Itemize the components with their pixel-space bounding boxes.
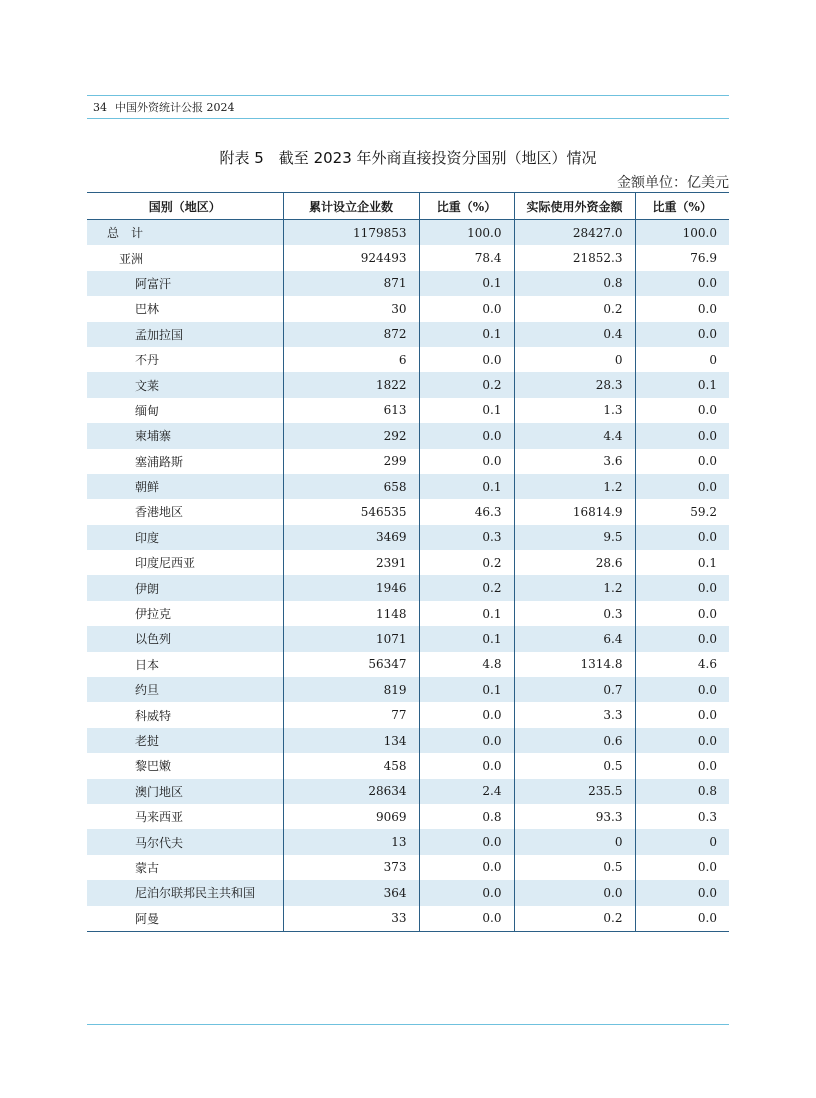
cell-enterprises: 134 (283, 728, 419, 753)
publication-title: 中国外资统计公报 2024 (115, 101, 235, 114)
cell-country-name: 柬埔寨 (87, 423, 283, 448)
cell-amount: 1.3 (514, 398, 635, 423)
table-row (87, 271, 729, 296)
table-row (87, 322, 729, 347)
cell-share-amount: 0.0 (635, 449, 729, 474)
cell-share-enterprises: 0.3 (419, 525, 514, 550)
cell-share-amount: 0.0 (635, 626, 729, 651)
column-header-share-enterprises: 比重（%） (419, 193, 514, 220)
table-row (87, 779, 729, 804)
cell-amount: 0 (514, 829, 635, 854)
cell-country-name: 孟加拉国 (87, 322, 283, 347)
cell-amount: 16814.9 (514, 499, 635, 524)
cell-share-amount: 0.0 (635, 601, 729, 626)
cell-enterprises: 292 (283, 423, 419, 448)
running-header (93, 99, 243, 115)
cell-share-enterprises: 0.0 (419, 906, 514, 932)
header-top-rule (87, 95, 729, 96)
cell-share-amount: 0.8 (635, 779, 729, 804)
cell-enterprises: 2391 (283, 550, 419, 575)
table-row (87, 855, 729, 880)
cell-enterprises: 613 (283, 398, 419, 423)
cell-share-enterprises: 78.4 (419, 245, 514, 270)
cell-enterprises: 458 (283, 753, 419, 778)
cell-share-amount: 0.0 (635, 474, 729, 499)
column-header-country: 国别（地区） (87, 193, 283, 220)
cell-amount: 28.6 (514, 550, 635, 575)
cell-share-amount: 0.0 (635, 398, 729, 423)
cell-enterprises: 364 (283, 880, 419, 905)
cell-country-name: 朝鲜 (87, 474, 283, 499)
cell-share-amount: 4.6 (635, 652, 729, 677)
cell-share-enterprises: 0.1 (419, 677, 514, 702)
cell-share-amount: 0.1 (635, 372, 729, 397)
table-row (87, 499, 729, 524)
cell-amount: 3.3 (514, 702, 635, 727)
cell-country-name: 总 计 (87, 220, 283, 246)
cell-share-enterprises: 0.0 (419, 702, 514, 727)
cell-share-enterprises: 0.0 (419, 423, 514, 448)
unit-note: 金额单位：亿美元 (617, 175, 729, 191)
table-row (87, 220, 729, 246)
cell-country-name: 香港地区 (87, 499, 283, 524)
cell-enterprises: 3469 (283, 525, 419, 550)
cell-enterprises: 1822 (283, 372, 419, 397)
cell-enterprises: 658 (283, 474, 419, 499)
cell-amount: 28.3 (514, 372, 635, 397)
table-body (87, 220, 729, 932)
cell-share-amount: 0.0 (635, 906, 729, 932)
cell-share-enterprises: 0.0 (419, 855, 514, 880)
cell-share-amount: 0.0 (635, 855, 729, 880)
cell-amount: 1.2 (514, 474, 635, 499)
cell-amount: 0.6 (514, 728, 635, 753)
cell-share-amount: 100.0 (635, 220, 729, 246)
footer-rule (87, 1024, 729, 1025)
cell-enterprises: 9069 (283, 804, 419, 829)
cell-country-name: 马尔代夫 (87, 829, 283, 854)
table-row (87, 652, 729, 677)
table-row (87, 449, 729, 474)
header-bottom-rule (87, 118, 729, 119)
cell-country-name: 缅甸 (87, 398, 283, 423)
cell-country-name: 塞浦路斯 (87, 449, 283, 474)
cell-enterprises: 1179853 (283, 220, 419, 246)
cell-country-name: 巴林 (87, 296, 283, 321)
cell-enterprises: 56347 (283, 652, 419, 677)
cell-share-enterprises: 0.0 (419, 296, 514, 321)
cell-amount: 93.3 (514, 804, 635, 829)
cell-enterprises: 1148 (283, 601, 419, 626)
cell-country-name: 以色列 (87, 626, 283, 651)
cell-share-enterprises: 100.0 (419, 220, 514, 246)
cell-enterprises: 28634 (283, 779, 419, 804)
cell-enterprises: 33 (283, 906, 419, 932)
table-row (87, 423, 729, 448)
cell-amount: 21852.3 (514, 245, 635, 270)
table-row (87, 601, 729, 626)
cell-share-enterprises: 0.1 (419, 271, 514, 296)
cell-country-name: 文莱 (87, 372, 283, 397)
cell-country-name: 伊拉克 (87, 601, 283, 626)
cell-enterprises: 546535 (283, 499, 419, 524)
cell-share-amount: 0.0 (635, 702, 729, 727)
table-row (87, 372, 729, 397)
table-row (87, 347, 729, 372)
cell-amount: 0.2 (514, 296, 635, 321)
cell-enterprises: 13 (283, 829, 419, 854)
cell-country-name: 阿曼 (87, 906, 283, 932)
cell-amount: 0.0 (514, 880, 635, 905)
cell-country-name: 约旦 (87, 677, 283, 702)
cell-country-name: 蒙古 (87, 855, 283, 880)
cell-share-enterprises: 4.8 (419, 652, 514, 677)
cell-share-enterprises: 0.0 (419, 449, 514, 474)
cell-country-name: 伊朗 (87, 575, 283, 600)
cell-amount: 0 (514, 347, 635, 372)
table-row (87, 880, 729, 905)
cell-enterprises: 819 (283, 677, 419, 702)
cell-enterprises: 299 (283, 449, 419, 474)
cell-enterprises: 373 (283, 855, 419, 880)
cell-country-name: 不丹 (87, 347, 283, 372)
cell-enterprises: 1071 (283, 626, 419, 651)
cell-share-enterprises: 0.2 (419, 550, 514, 575)
table-row (87, 296, 729, 321)
cell-country-name: 澳门地区 (87, 779, 283, 804)
table-row (87, 575, 729, 600)
table-row (87, 702, 729, 727)
cell-share-enterprises: 0.0 (419, 829, 514, 854)
table-row (87, 753, 729, 778)
cell-country-name: 亚洲 (87, 245, 283, 270)
column-header-share-amount: 比重（%） (635, 193, 729, 220)
cell-share-enterprises: 0.8 (419, 804, 514, 829)
cell-amount: 6.4 (514, 626, 635, 651)
cell-enterprises: 1946 (283, 575, 419, 600)
cell-share-amount: 0.0 (635, 296, 729, 321)
table-row (87, 906, 729, 932)
cell-enterprises: 30 (283, 296, 419, 321)
table-row (87, 829, 729, 854)
cell-amount: 9.5 (514, 525, 635, 550)
table-row (87, 677, 729, 702)
fdi-by-country-table (87, 192, 729, 932)
cell-country-name: 阿富汗 (87, 271, 283, 296)
cell-share-amount: 0.0 (635, 575, 729, 600)
cell-share-amount: 0.1 (635, 550, 729, 575)
table-title: 附表 5 截至 2023 年外商直接投资分国别（地区）情况 (219, 149, 597, 167)
cell-share-enterprises: 0.0 (419, 347, 514, 372)
cell-share-amount: 0.0 (635, 880, 729, 905)
page-number: 34 (93, 101, 107, 114)
cell-amount: 0.7 (514, 677, 635, 702)
cell-share-enterprises: 0.1 (419, 474, 514, 499)
table-row (87, 550, 729, 575)
cell-amount: 0.3 (514, 601, 635, 626)
cell-country-name: 日本 (87, 652, 283, 677)
cell-share-enterprises: 0.1 (419, 626, 514, 651)
table-row (87, 728, 729, 753)
cell-share-enterprises: 0.2 (419, 372, 514, 397)
cell-share-enterprises: 0.2 (419, 575, 514, 600)
cell-share-amount: 0 (635, 829, 729, 854)
cell-share-enterprises: 0.1 (419, 322, 514, 347)
cell-amount: 4.4 (514, 423, 635, 448)
cell-share-enterprises: 0.0 (419, 880, 514, 905)
cell-amount: 0.2 (514, 906, 635, 932)
cell-amount: 3.6 (514, 449, 635, 474)
cell-enterprises: 872 (283, 322, 419, 347)
cell-share-enterprises: 2.4 (419, 779, 514, 804)
cell-amount: 1.2 (514, 575, 635, 600)
cell-share-amount: 59.2 (635, 499, 729, 524)
table-row (87, 474, 729, 499)
table-row (87, 525, 729, 550)
table-header-row (87, 193, 729, 220)
cell-enterprises: 77 (283, 702, 419, 727)
column-header-amount: 实际使用外资金额 (514, 193, 635, 220)
cell-amount: 1314.8 (514, 652, 635, 677)
cell-share-amount: 0.0 (635, 322, 729, 347)
cell-country-name: 印度尼西亚 (87, 550, 283, 575)
table-row (87, 245, 729, 270)
cell-share-amount: 0.0 (635, 753, 729, 778)
cell-share-enterprises: 0.1 (419, 601, 514, 626)
cell-enterprises: 924493 (283, 245, 419, 270)
cell-amount: 0.4 (514, 322, 635, 347)
cell-country-name: 马来西亚 (87, 804, 283, 829)
cell-share-amount: 0 (635, 347, 729, 372)
cell-share-amount: 0.0 (635, 423, 729, 448)
cell-share-enterprises: 0.1 (419, 398, 514, 423)
cell-share-enterprises: 0.0 (419, 728, 514, 753)
table-row (87, 804, 729, 829)
cell-share-amount: 0.0 (635, 271, 729, 296)
cell-share-amount: 0.3 (635, 804, 729, 829)
cell-enterprises: 6 (283, 347, 419, 372)
cell-enterprises: 871 (283, 271, 419, 296)
cell-country-name: 科威特 (87, 702, 283, 727)
cell-share-amount: 0.0 (635, 677, 729, 702)
cell-amount: 235.5 (514, 779, 635, 804)
cell-country-name: 尼泊尔联邦民主共和国 (87, 880, 283, 905)
cell-share-enterprises: 0.0 (419, 753, 514, 778)
cell-country-name: 黎巴嫩 (87, 753, 283, 778)
column-header-enterprises: 累计设立企业数 (283, 193, 419, 220)
cell-share-amount: 76.9 (635, 245, 729, 270)
cell-country-name: 印度 (87, 525, 283, 550)
table-row (87, 626, 729, 651)
cell-amount: 0.5 (514, 855, 635, 880)
cell-share-amount: 0.0 (635, 525, 729, 550)
cell-amount: 0.5 (514, 753, 635, 778)
cell-amount: 0.8 (514, 271, 635, 296)
cell-country-name: 老挝 (87, 728, 283, 753)
table-row (87, 398, 729, 423)
cell-share-enterprises: 46.3 (419, 499, 514, 524)
cell-amount: 28427.0 (514, 220, 635, 246)
cell-share-amount: 0.0 (635, 728, 729, 753)
